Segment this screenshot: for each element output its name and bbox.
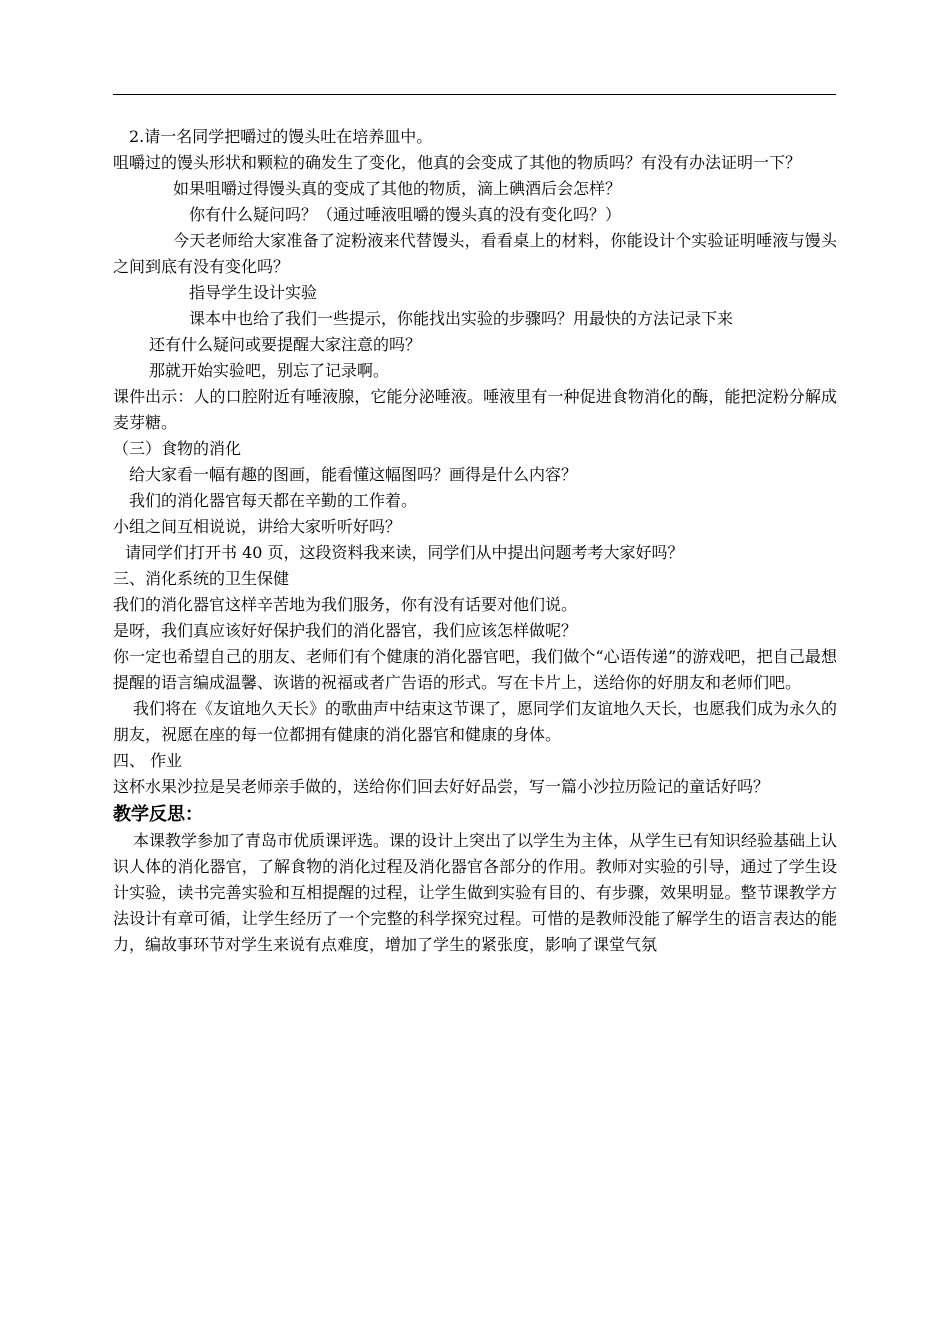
paragraph-book-page: 请同学们打开书 40 页，这段资料我来读，同学们从中提出问题考考大家好吗？ [125,543,684,562]
paragraph-group-talk: 小组之间互相说说，讲给大家听听好吗？ [113,517,402,536]
paragraph-closing: 我们将在《友谊地久天长》的歌曲声中结束这节课了，愿同学们友谊地久天长，也愿我们成为永久的朋友，祝愿在座的每一位都拥有健康的消化器官和健康的身体。 [113,699,838,744]
paragraph-service: 我们的消化器官这样辛苦地为我们服务，你有没有话要对他们说。 [113,595,578,614]
paragraph-picture: 给大家看一幅有趣的图画，能看懂这幅图吗？画得是什么内容？ [129,465,578,484]
document-body [113,124,837,958]
section-digestion: （三）食物的消化 [113,439,242,458]
paragraph-remind: 还有什么疑问或要提醒大家注意的吗？ [149,335,422,354]
paragraph-reflection: 本课教学参加了青岛市优质课评选。课的设计上突出了以学生为主体，从学生已有知识经验基础上认识人体的消化器官，了解食物的消化过程及消化器官各部分的作用。教师对实验的引导，通过了学生设计实验，读书完善实验和互相提醒的过程，让学生做到实验有目的、有步骤，效果明显。整节课教学方法设计有章可循，让学生经历了一个完整的科学探究过程。可惜的是教师没能了解学生的语言表达的能力，编故事环节对学生来说有点难度，增加了学生的紧张度，影响了课堂气氛 [113,831,838,954]
paragraph-guide: 指导学生设计实验 [189,283,318,302]
paragraph-protect: 是呀，我们真应该好好保护我们的消化器官，我们应该怎样做呢？ [113,621,578,640]
paragraph-courseware: 课件出示：人的口腔附近有唾液腺，它能分泌唾液。唾液里有一种促进食物消化的酶，能把淀粉分解成麦芽糖。 [113,387,837,432]
section-hygiene: 三、消化系统的卫生保健 [113,569,290,588]
heading-reflection: 教学反思： [113,804,203,825]
paragraph-game: 你一定也希望自己的朋友、老师们有个健康的消化器官吧，我们做个“心语传递”的游戏吧，把自己最想提醒的语言编成温馨、诙谐的祝福或者广告语的形式。写在卡片上，送给你的好朋友和老师们吧。 [113,647,837,692]
paragraph-step-2: 2.请一名同学把嚼过的馒头吐在培养皿中。 [129,127,433,146]
paragraph-doubt: 你有什么疑问吗？（通过唾液咀嚼的馒头真的没有变化吗？） [189,205,622,224]
paragraph-salad: 这杯水果沙拉是吴老师亲手做的，送给你们回去好好品尝，写一篇小沙拉历险记的童话好吗？ [113,777,770,796]
paragraph-start: 那就开始实验吧，别忘了记录啊。 [149,361,390,380]
paragraph-question: 咀嚼过的馒头形状和颗粒的确发生了变化，他真的会变成了其他的物质吗？有没有办法证明一下？ [113,153,802,172]
header-rule [113,94,836,95]
paragraph-iodine: 如果咀嚼过得馒头真的变成了其他的物质，滴上碘酒后会怎样？ [173,179,622,198]
paragraph-starch: 今天老师给大家准备了淀粉液来代替馒头，看看桌上的材料，你能设计个实验证明唾液与馒头之间到底有没有变化吗？ [113,231,837,276]
section-homework: 四、 作业 [113,751,183,770]
paragraph-textbook-hint: 课本中也给了我们一些提示，你能找出实验的步骤吗？用最快的方法记录下来 [189,309,734,328]
paragraph-organs-work: 我们的消化器官每天都在辛勤的工作着。 [129,491,418,510]
